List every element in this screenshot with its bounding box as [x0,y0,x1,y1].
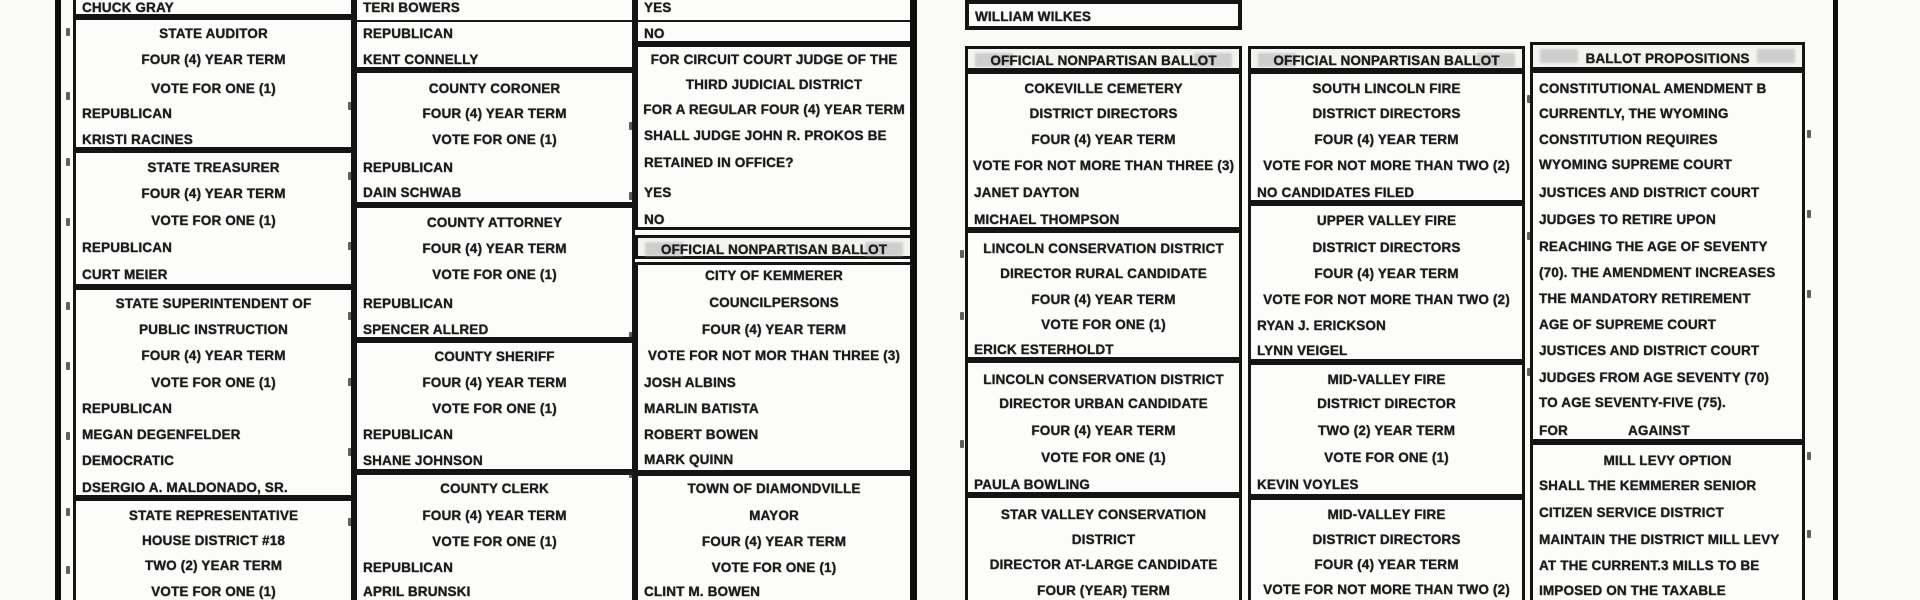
scan-artifact [1807,452,1811,460]
office-title: UPPER VALLEY FIRE [1316,213,1457,228]
candidate-name: SPENCER ALLRED [363,322,489,337]
scan-artifact [66,566,70,574]
candidate-name: CURT MEIER [82,267,168,282]
vote-instruction: VOTE FOR ONE (1) [432,401,557,416]
party-label: DEMOCRATIC [82,453,174,468]
ballot-contest-box [1530,442,1805,600]
scan-artifact [1807,530,1811,538]
ballot-contest-box [1248,497,1525,600]
ballot-contest-box [1248,362,1525,497]
term-length: FOUR (4) YEAR TERM [141,52,286,67]
yes-no-option: NO [644,26,665,41]
ballot-contest-box [965,71,1242,230]
candidate-name: KENT CONNELLY [363,52,479,67]
proposition-text: IMPOSED ON THE TAXABLE [1539,583,1726,598]
candidate-name: TERI BOWERS [363,0,460,15]
ballot-contest-box [635,473,913,600]
proposition-text: (70). THE AMENDMENT INCREASES [1539,265,1776,280]
page-border-line [910,0,917,600]
scan-artifact [629,122,633,130]
candidate-name: KEVIN VOYLES [1257,477,1359,492]
nonpartisan-districts-column-2 [1248,0,1525,600]
page-border-line [1833,0,1838,600]
proposition-text: WYOMING SUPREME COURT [1539,157,1732,172]
vote-instruction: VOTE FOR ONE (1) [151,213,276,228]
vote-instruction: VOTE FOR ONE (1) [432,132,557,147]
party-label: REPUBLICAN [363,160,454,175]
term-length: FOUR (4) YEAR TERM [422,375,567,390]
ballot-contest-box [965,360,1242,495]
office-title: STAR VALLEY CONSERVATION [1000,507,1207,522]
party-label: REPUBLICAN [363,26,454,41]
vote-instruction: VOTE FOR ONE (1) [1041,317,1166,332]
office-title: HOUSE DISTRICT #18 [142,533,285,548]
term-length: FOUR (4) YEAR TERM [1031,132,1176,147]
vote-instruction: VOTE FOR ONE (1) [151,584,276,599]
candidate-name: KRISTI RACINES [82,132,193,147]
proposition-text: CONSTITUTIONAL AMENDMENT B [1539,81,1767,96]
vote-instruction: VOTE FOR NOT MORE THAN THREE (3) [972,158,1235,173]
page-border-line [55,0,61,600]
term-length: TWO (2) YEAR TERM [144,558,283,573]
office-title: MID-VALLEY FIRE [1327,372,1446,387]
term-length: FOUR (4) YEAR TERM [422,508,567,523]
candidate-name: RYAN J. ERICKSON [1257,318,1386,333]
term-length: FOUR (4) YEAR TERM [701,322,847,337]
scan-artifact [348,448,352,456]
ballot-contest-box [354,472,635,600]
party-label: REPUBLICAN [82,106,173,121]
for-option: FOR [1539,423,1568,438]
office-title: COKEVILLE CEMETERY [1024,81,1183,96]
ballot-propositions-column [1530,0,1805,600]
office-title: LINCOLN CONSERVATION DISTRICT [983,372,1224,387]
vote-instruction: VOTE FOR NOT MOR THAN THREE (3) [647,348,901,363]
scan-artifact [66,158,70,166]
scan-artifact [66,362,70,370]
ballot-contest-box [73,287,354,498]
ballot-contest-box [635,0,913,44]
for-against-row [1533,421,1802,440]
scan-artifact [348,242,352,250]
scan-artifact [66,302,70,310]
vote-instruction: VOTE FOR ONE (1) [432,267,557,282]
ballot-contest-box [635,44,913,230]
candidate-name: WILLIAM WILKES [975,9,1092,24]
ballot-contest-box [965,0,1242,30]
term-length: TWO (2) YEAR TERM [1317,423,1456,438]
ballot-contest-box [1530,70,1805,442]
office-title: LINCOLN CONSERVATION DISTRICT [983,241,1224,256]
state-partisan-column [73,0,354,600]
term-length: FOUR (4) YEAR TERM [1314,266,1459,281]
scan-artifact [629,470,633,478]
scan-artifact [348,312,352,320]
party-label: REPUBLICAN [363,296,454,311]
term-length: FOUR (4) YEAR TERM [422,241,567,256]
office-title: COUNTY CLERK [440,481,549,496]
office-title: PUBLIC INSTRUCTION [139,322,288,337]
office-title: COUNCILPERSONS [709,295,839,310]
office-title: SOUTH LINCOLN FIRE [1312,81,1461,96]
scan-artifact [960,250,964,258]
candidate-name: RETAINED IN OFFICE? [644,155,794,170]
term-length: FOUR (4) YEAR TERM [1314,557,1459,572]
proposition-text: TO AGE SEVENTY-FIVE (75). [1539,395,1726,410]
vote-instruction: VOTE FOR ONE (1) [151,375,276,390]
ballot-contest-box [1248,203,1525,362]
candidate-name: CHUCK GRAY [82,0,174,15]
office-title: DISTRICT DIRECTORS [1312,532,1461,547]
ballot-contest-box [73,498,354,600]
party-label: REPUBLICAN [363,427,454,442]
ballot-contest-box [354,340,635,472]
scan-artifact [1527,95,1531,103]
office-title: DISTRICT DIRECTORS [1029,106,1178,121]
candidate-name: ROBERT BOWEN [644,427,759,442]
proposition-text: JUSTICES AND DISTRICT COURT [1539,185,1760,200]
candidate-name: ERICK ESTERHOLDT [974,342,1114,357]
term-length: FOUR (4) YEAR TERM [1031,423,1176,438]
proposition-text: AGE OF SUPREME COURT [1539,317,1717,332]
office-title: OFFICIAL NONPARTISAN BALLOT [1273,53,1500,68]
judicial-municipal-column [635,0,913,600]
candidate-name: SHANE JOHNSON [363,453,483,468]
office-title: STATE SUPERINTENDENT OF [115,296,312,311]
office-title: DISTRICT DIRECTORS [1312,106,1461,121]
office-title: BALLOT PROPOSITIONS [1585,51,1750,66]
scan-artifact [66,92,70,100]
candidate-name: LYNN VEIGEL [1257,343,1348,358]
vote-instruction: VOTE FOR NOT MORE THAN TWO (2) [1263,582,1510,597]
vote-instruction: VOTE FOR ONE (1) [711,560,837,575]
candidate-name: DAIN SCHWAB [363,185,462,200]
scan-artifact [960,440,964,448]
scan-artifact [1807,130,1811,138]
ballot-contest-box [73,150,354,287]
candidate-name: DSERGIO A. MALDONADO, SR. [82,480,288,495]
candidate-name: JANET DAYTON [974,185,1080,200]
vote-instruction: VOTE FOR NOT MORE THAN TWO (2) [1263,158,1510,173]
nonpartisan-districts-column-1 [965,0,1242,600]
office-title: FOR CIRCUIT COURT JUDGE OF THE [650,52,898,67]
proposition-text: CONSTITUTION REQUIRES [1539,132,1718,147]
candidate-name: SHALL JUDGE JOHN R. PROKOS BE [644,128,887,143]
vote-instruction: VOTE FOR ONE (1) [432,534,557,549]
candidate-name: PAULA BOWLING [974,477,1090,492]
section-header-bar [965,46,1242,71]
term-length: FOUR (YEAR) TERM [1037,583,1170,598]
office-title: DISTRICT [1071,532,1136,547]
scan-artifact [1807,290,1811,298]
office-title: COUNTY SHERIFF [434,349,555,364]
scan-artifact [629,332,633,340]
office-title: STATE AUDITOR [159,26,268,41]
term-length: FOUR (4) YEAR TERM [141,186,286,201]
scan-artifact [1527,232,1531,240]
candidate-name: CLINT M. BOWEN [644,584,761,599]
candidate-name: APRIL BRUNSKI [363,584,471,599]
county-offices-column [354,0,635,600]
office-title: DISTRICT DIRECTOR [1317,396,1456,411]
office-title: MAYOR [749,508,799,523]
scan-artifact [629,192,633,200]
divider-rule [638,20,910,22]
candidate-name: JOSH ALBINS [644,375,736,390]
ballot-contest-box [354,70,635,205]
candidate-name: MARK QUINN [644,452,734,467]
divider-rule [357,20,632,22]
candidate-name: MEGAN DEGENFELDER [82,427,241,442]
proposition-text: JUSTICES AND DISTRICT COURT [1539,343,1760,358]
proposition-text: MAINTAIN THE DISTRICT MILL LEVY [1539,532,1780,547]
office-title: OFFICIAL NONPARTISAN BALLOT [660,242,888,257]
party-label: REPUBLICAN [82,240,173,255]
office-title: STATE TREASURER [147,160,280,175]
proposition-text: SHALL THE KEMMERER SENIOR [1539,478,1757,493]
office-title: STATE REPRESENTATIVE [128,508,299,523]
scan-artifact [348,378,352,386]
candidate-name: NO CANDIDATES FILED [1257,185,1415,200]
office-title: COUNTY ATTORNEY [426,215,563,230]
office-title: CITY OF KEMMERER [705,268,843,283]
yes-no-option: YES [644,0,672,15]
scan-artifact [66,432,70,440]
proposition-text: JUDGES TO RETIRE UPON [1539,212,1716,227]
vote-instruction: VOTE FOR ONE (1) [1324,450,1449,465]
term-length: FOUR (4) YEAR TERM [1031,292,1176,307]
party-label: REPUBLICAN [363,560,454,575]
office-title: DISTRICT DIRECTORS [1312,240,1461,255]
office-title: DIRECTOR RURAL CANDIDATE [1000,266,1207,281]
term-length: FOUR (4) YEAR TERM [701,534,847,549]
against-option: AGAINST [1628,423,1690,438]
ballot-contest-box [73,0,354,17]
office-title: DIRECTOR AT-LARGE CANDIDATE [989,557,1218,572]
ballot-contest-box [73,17,354,150]
office-title: DIRECTOR URBAN CANDIDATE [999,396,1208,411]
ballot-contest-box [635,262,913,473]
scan-artifact [1807,210,1811,218]
yes-no-option: YES [644,185,672,200]
section-header-bar [1530,42,1805,70]
office-title: OFFICIAL NONPARTISAN BALLOT [990,53,1217,68]
scan-artifact [348,518,352,526]
scan-artifact [960,312,964,320]
ballot-contest-box [965,230,1242,360]
scan-artifact [1527,368,1531,376]
proposition-text: AT THE CURRENT.3 MILLS TO BE [1539,558,1760,573]
term-length: FOUR (4) YEAR TERM [422,106,567,121]
office-title: TOWN OF DIAMONDVILLE [687,481,861,496]
scan-artifact [348,172,352,180]
term-length: FOUR (4) YEAR TERM [1314,132,1459,147]
candidate-name: MARLIN BATISTA [644,401,759,416]
proposition-text: CURRENTLY, THE WYOMING [1539,106,1729,121]
ballot-contest-box [965,495,1242,600]
scan-artifact [66,28,70,36]
term-length: FOUR (4) YEAR TERM [141,348,286,363]
yes-no-option: NO [644,212,665,227]
vote-instruction: VOTE FOR ONE (1) [151,81,276,96]
scan-artifact [348,102,352,110]
scan-artifact [66,218,70,226]
ballot-contest-box [354,0,635,70]
section-header-bar [1248,46,1525,71]
vote-instruction: VOTE FOR ONE (1) [1041,450,1166,465]
ballot-contest-box [1248,71,1525,203]
proposition-text: MILL LEVY OPTION [1603,453,1732,468]
office-title: COUNTY CORONER [428,81,561,96]
term-length: FOR A REGULAR FOUR (4) YEAR TERM [643,102,905,117]
section-header-bar [635,235,913,259]
proposition-text: JUDGES FROM AGE SEVENTY (70) [1539,370,1769,385]
ballot-contest-box [354,205,635,340]
vote-instruction: VOTE FOR NOT MORE THAN TWO (2) [1263,292,1510,307]
proposition-text: REACHING THE AGE OF SEVENTY [1539,239,1768,254]
party-label: REPUBLICAN [82,401,173,416]
candidate-name: MICHAEL THOMPSON [974,212,1120,227]
office-title: MID-VALLEY FIRE [1327,507,1446,522]
proposition-text: THE MANDATORY RETIREMENT [1539,291,1751,306]
proposition-text: CITIZEN SERVICE DISTRICT [1539,505,1724,520]
scan-artifact [66,508,70,516]
office-title: THIRD JUDICIAL DISTRICT [685,77,863,92]
